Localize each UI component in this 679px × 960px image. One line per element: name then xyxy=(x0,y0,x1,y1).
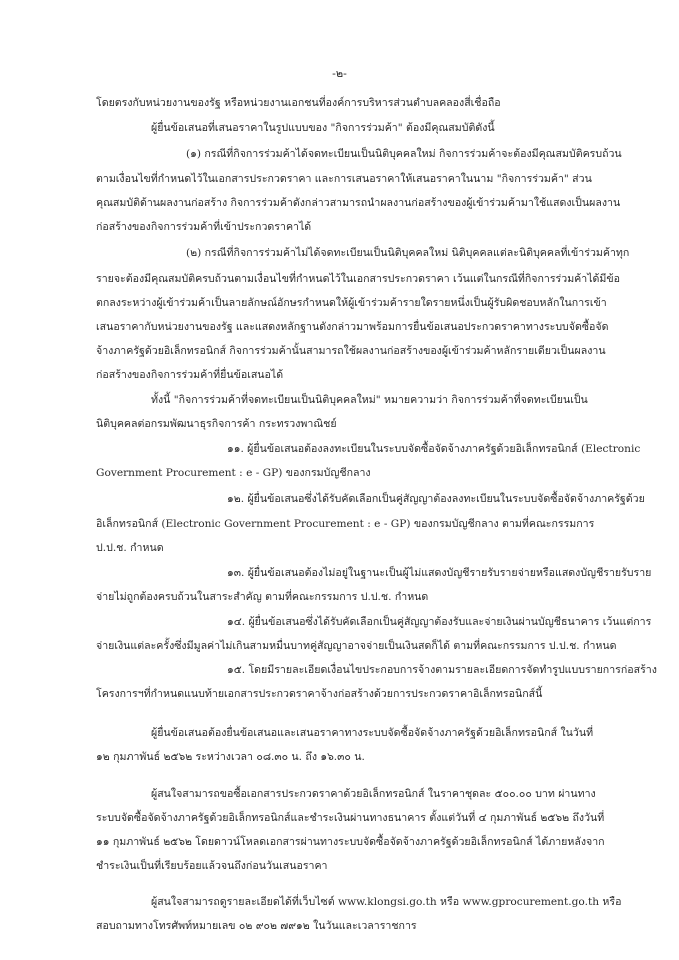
text-line: ๑๔. ผู้ยื่นข้อเสนอซึ่งได้รับคัดเลือกเป็นคู่สัญญาต้องรับและจ่ายเงินผ่านบัญชีธนาคาร เว้นแต่การ xyxy=(227,616,652,628)
page-number: -๒- xyxy=(332,67,347,80)
text-line: ๑๒ กุมภาพันธ์ ๒๕๖๒ ระหว่างเวลา ๐๘.๓๐ น. ถึง ๑๖.๓๐ น. xyxy=(96,751,365,763)
text-line: ๑๓. ผู้ยื่นข้อเสนอต้องไม่อยู่ในฐานะเป็นผู้ไม่แสดงบัญชีรายรับรายจ่ายหรือแสดงบัญชีรายรับราย xyxy=(227,567,652,579)
text-line: ผู้สนใจสามารถดูรายละเอียดได้ที่เว็บไซต์ www.klongsi.go.th หรือ www.gprocurement.go.th หรือ xyxy=(151,896,622,908)
text-line: รายจะต้องมีคุณสมบัติครบถ้วนตามเงื่อนไขที่กำหนดไว้ในเอกสารประกวดราคา เว้นแต่ในกรณีที่กิจการร่วมค้าได้มีข้อ xyxy=(96,273,621,285)
text-line: ผู้สนใจสามารถขอซื้อเอกสารประกวดราคาด้วยอิเล็กทรอนิกส์ ในราคาชุดละ ๕๐๐.๐๐ บาท ผ่านทาง xyxy=(151,788,596,800)
text-line: ก่อสร้างของกิจการร่วมค้าที่ยื่นข้อเสนอได้ xyxy=(96,369,284,381)
text-line: สอบถามทางโทรศัพท์หมายเลข ๐๒ ๙๐๒ ๗๙๑๒ ในวันและเวลาราชการ xyxy=(96,920,417,932)
text-line: ๑๑. ผู้ยื่นข้อเสนอต้องลงทะเบียนในระบบจัดซื้อจัดจ้างภาครัฐด้วยอิเล็กทรอนิกส์ (Electronic xyxy=(227,443,641,455)
text-line: ตกลงระหว่างผู้เข้าร่วมค้าเป็นลายลักษณ์อักษรกำหนดให้ผู้เข้าร่วมค้ารายใดรายหนึ่งเป็นผู้รับผิดชอบหลักในการเข้า xyxy=(96,297,607,309)
text-line: คุณสมบัติด้านผลงานก่อสร้าง กิจการร่วมค้าดังกล่าวสามารถนำผลงานก่อสร้างของผู้เข้าร่วมค้ามาใช้แสดงเป็นผลงาน xyxy=(96,197,621,209)
text-line: นิติบุคคลต่อกรมพัฒนาธุรกิจการค้า กระทรวงพาณิชย์ xyxy=(96,418,337,430)
text-line: ป.ป.ช. กำหนด xyxy=(96,542,164,554)
text-line: ๑๕. โดยมีรายละเอียดเงื่อนไขประกอบการจ้างตามรายละเอียดการจัดทำรูปแบบรายการก่อสร้าง xyxy=(227,664,657,676)
text-line: Government Procurement : e - GP) ของกรมบัญชีกลาง xyxy=(96,467,371,479)
text-line: (๒) กรณีที่กิจการร่วมค้าไม่ได้จดทะเบียนเป็นนิติบุคคลใหม่ นิติบุคคลแต่ละนิติบุคคลที่เข้าร่วมค้าทุก xyxy=(186,247,630,259)
text-line: ตามเงื่อนไขที่กำหนดไว้ในเอกสารประกวดราคา และการเสนอราคาให้เสนอราคาในนาม "กิจการร่วมค้า" ส่วน xyxy=(96,173,592,185)
text-line: ผู้ยื่นข้อเสนอที่เสนอราคาในรูปแบบของ "กิจการร่วมค้า" ต้องมีคุณสมบัติดังนี้ xyxy=(151,122,495,134)
text-line: ทั้งนี้ "กิจการร่วมค้าที่จดทะเบียนเป็นนิติบุคคลใหม่" หมายความว่า กิจการร่วมค้าที่จดทะเบียนเป็น xyxy=(151,394,588,406)
text-line: จ่ายเงินแต่ละครั้งซึ่งมีมูลค่าไม่เกินสามหมื่นบาทคู่สัญญาอาจจ่ายเป็นเงินสดก็ได้ ตามที่คณะกรรมการ ป.ป.ช. กำหนด xyxy=(96,640,617,652)
text-line: อิเล็กทรอนิกส์ (Electronic Government Procurement : e - GP) ของกรมบัญชีกลาง ตามที่คณะกรรมการ xyxy=(96,518,595,530)
text-line: ๑๑ กุมภาพันธ์ ๒๕๖๒ โดยดาวน์โหลดเอกสารผ่านทางระบบจัดซื้อจัดจ้างภาครัฐด้วยอิเล็กทรอนิกส์ ได้ภายหลังจาก xyxy=(96,836,605,848)
text-line: จ่ายไม่ถูกต้องครบถ้วนในสาระสำคัญ ตามที่คณะกรรมการ ป.ป.ช. กำหนด xyxy=(96,591,429,603)
text-line: ผู้ยื่นข้อเสนอต้องยื่นข้อเสนอและเสนอราคาทางระบบจัดซื้อจัดจ้างภาครัฐด้วยอิเล็กทรอนิกส์ ในวันที่ xyxy=(151,727,594,739)
text-line: โครงการฯที่กำหนดแนบท้ายเอกสารประกวดราคาจ้างก่อสร้างด้วยการประกวดราคาอิเล็กทรอนิกส์นี้ xyxy=(96,688,543,700)
text-line: จ้างภาครัฐด้วยอิเล็กทรอนิกส์ กิจการร่วมค้านั้นสามารถใช้ผลงานก่อสร้างของผู้เข้าร่วมค้าหลักรายเดียวเป็นผลงาน xyxy=(96,345,606,357)
text-line: ก่อสร้างของกิจการร่วมค้าที่เข้าประกวดราคาได้ xyxy=(96,221,312,233)
text-line: เสนอราคากับหน่วยงานของรัฐ และแสดงหลักฐานดังกล่าวมาพร้อมการยื่นข้อเสนอประกวดราคาทางระบบจัดซื้อจัด xyxy=(96,321,609,333)
text-line: โดยตรงกับหน่วยงานของรัฐ หรือหน่วยงานเอกชนที่องค์การบริหารส่วนตำบลคลองสี่เชื่อถือ xyxy=(96,97,501,109)
text-line: (๑) กรณีที่กิจการร่วมค้าได้จดทะเบียนเป็นนิติบุคคลใหม่ กิจการร่วมค้าจะต้องมีคุณสมบัติครบถ้วน xyxy=(186,148,622,160)
text-line: ชำระเงินเป็นที่เรียบร้อยแล้วจนถึงก่อนวันเสนอราคา xyxy=(96,860,328,872)
text-line: ระบบจัดซื้อจัดจ้างภาครัฐด้วยอิเล็กทรอนิกส์และชำระเงินผ่านทางธนาคาร ตั้งแต่วันที่ ๔ กุมภาพันธ์ ๒๕๖๒ ถึงวันที่ xyxy=(96,812,605,824)
text-line: ๑๒. ผู้ยื่นข้อเสนอซึ่งได้รับคัดเลือกเป็นคู่สัญญาต้องลงทะเบียนในระบบจัดซื้อจัดจ้างภาครัฐด้วย xyxy=(227,493,645,505)
